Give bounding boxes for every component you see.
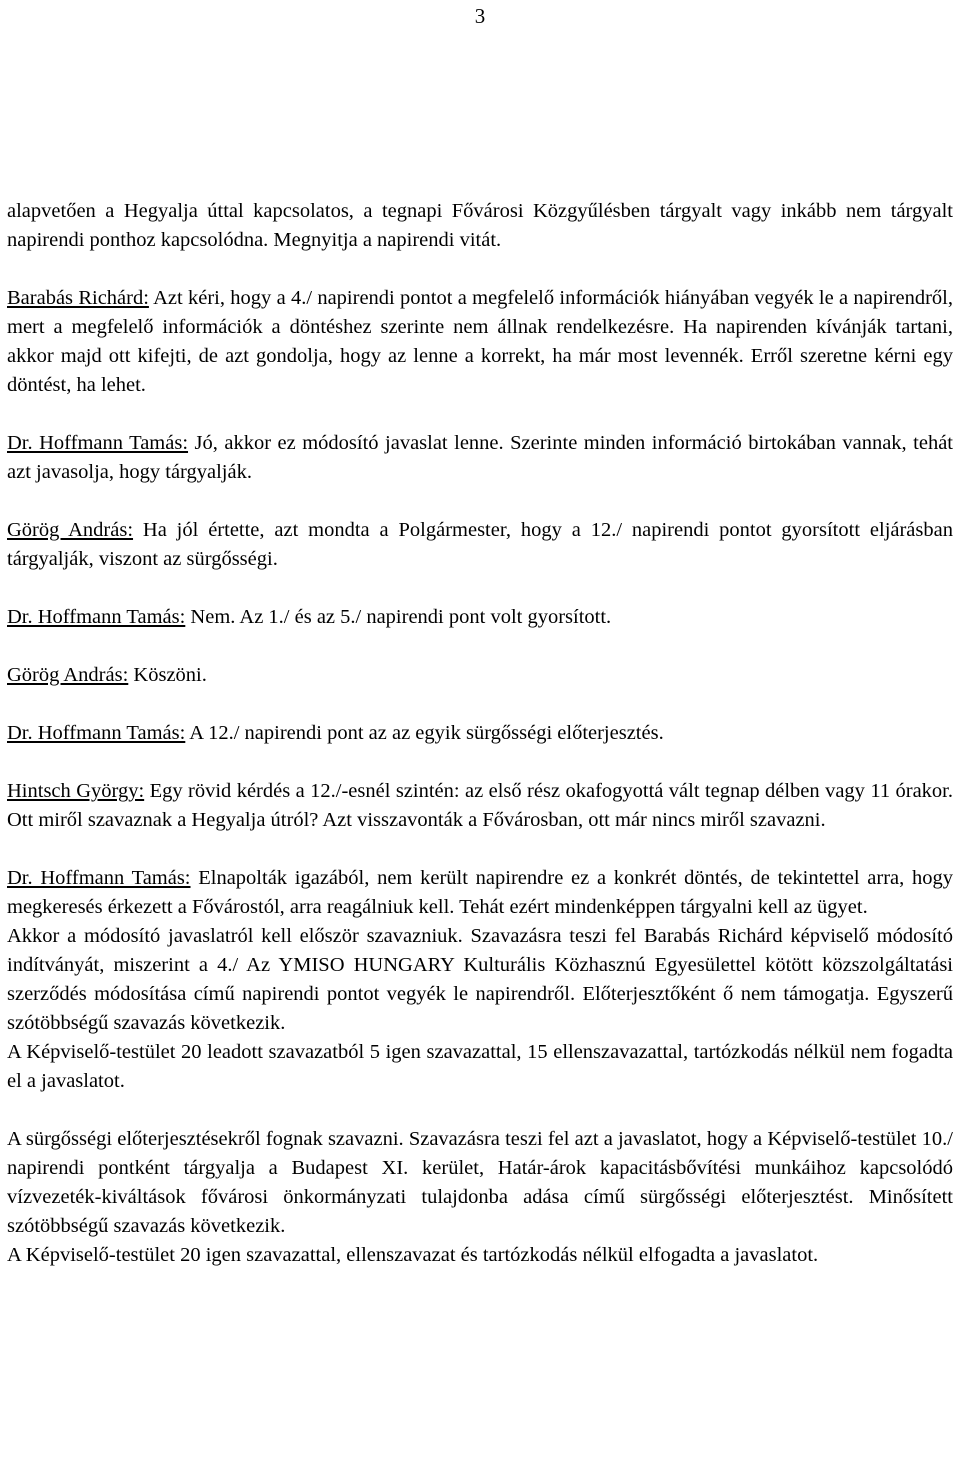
paragraph-hoffmann-2: [7, 603, 953, 632]
paragraph-hoffmann-1: [7, 429, 953, 487]
paragraph-text: A 12./ napirendi pont az az egyik sürgősségi előterjesztés.: [185, 722, 664, 744]
paragraph-hoffmann-4: [7, 864, 953, 922]
paragraph-hintsch: [7, 777, 953, 835]
paragraph-text: Elnapolták igazából, nem került napirendre ez a konkrét döntés, de tekintettel arra, hogy megkeresés érkezett a Fővárostól, arra reagálniuk kell. Tehát ezért mindenképpen tárgyalni kell az ügyet.: [7, 867, 953, 918]
paragraph-intro: [7, 197, 953, 255]
speaker-name: Dr. Hoffmann Tamás:: [7, 432, 189, 454]
speaker-name: Dr. Hoffmann Tamás:: [7, 867, 191, 889]
paragraph-text: Azt kéri, hogy a 4./ napirendi pontot a megfelelő információk hiányában vegyék le a napirendről, mert a megfelelő információk a döntéshez szerinte nem állnak rendelkezésre. Ha napirenden kívánják tartani, akkor majd ott kifejti, de azt gondolja, hogy az lenne a korrekt, ha már most levennék. Erről szeretne kérni egy döntést, ha lehet.: [7, 287, 953, 396]
page-number: 3: [474, 4, 486, 28]
paragraph-vote-result-1: [7, 1038, 953, 1096]
paragraph-text: A sürgősségi előterjesztésekről fognak szavazni. Szavazásra teszi fel azt a javaslatot, hogy a Képviselő-testület 10./ napirendi pontként tárgyalja a Budapest XI. kerület, Határ-árok kapacitásbővítési munkáihoz kapcsolódó vízvezeték-kiváltások fővárosi önkormányzati tulajdonba adása című sürgősségi előterjesztést. Minősített szótöbbségű szavazás következik.: [7, 1128, 953, 1237]
paragraph-text: Egy rövid kérdés a 12./-esnél szintén: az első rész okafogyottá vált tegnap délben vagy 11 órakor. Ott miről szavaznak a Hegyalja útról? Azt visszavonták a Fővárosban, ott már nincs miről szavazni.: [7, 780, 953, 831]
paragraph-urgent-vote: [7, 1125, 953, 1241]
paragraph-text: Ha jól értette, azt mondta a Polgármester, hogy a 12./ napirendi pontot gyorsított eljárásban tárgyalják, viszont az sürgősségi.: [7, 519, 953, 570]
paragraph-text: Köszöni.: [128, 664, 207, 686]
speaker-name: Dr. Hoffmann Tamás:: [7, 722, 186, 744]
paragraph-text: Nem. Az 1./ és az 5./ napirendi pont volt gyorsított.: [185, 606, 612, 628]
paragraph-text: alapvetően a Hegyalja úttal kapcsolatos, a tegnapi Fővárosi Közgyűlésben tárgyalt vagy inkább nem tárgyalt napirendi ponthoz kapcsolódna. Megnyitja a napirendi vitát.: [7, 200, 953, 251]
speaker-name: Görög András:: [7, 519, 134, 541]
paragraph-hoffmann-3: [7, 719, 953, 748]
paragraph-text: Akkor a módosító javaslatról kell először szavazniuk. Szavazásra teszi fel Barabás Richárd képviselő módosító indítványát, miszerint a 4./ Az YMISO HUNGARY Kulturális Közhasznú Egyesülettel kötött közszolgáltatási szerződés módosítása című napirendi pontot vegyék le napirendről. Előterjesztőként ő nem támogatja. Egyszerű szótöbbségű szavazás következik.: [7, 925, 953, 1034]
speaker-name: Dr. Hoffmann Tamás:: [7, 606, 186, 628]
paragraph-text: A Képviselő-testület 20 igen szavazattal, ellenszavazat és tartózkodás nélkül elfogadta a javaslatot.: [7, 1244, 819, 1266]
paragraph-text: A Képviselő-testület 20 leadott szavazatból 5 igen szavazattal, 15 ellenszavazattal, tartózkodás nélkül nem fogadta el a javaslatot.: [7, 1041, 953, 1092]
document-body: [7, 197, 953, 1270]
paragraph-vote-motion: [7, 922, 953, 1038]
paragraph-barabas: [7, 284, 953, 400]
paragraph-gorog-1: [7, 516, 953, 574]
paragraph-gorog-2: [7, 661, 953, 690]
paragraph-text: Jó, akkor ez módosító javaslat lenne. Szerinte minden információ birtokában vannak, tehát azt javasolja, hogy tárgyalják.: [7, 432, 954, 483]
paragraph-vote-result-2: [7, 1241, 953, 1270]
speaker-name: Görög András:: [7, 664, 129, 686]
speaker-name: Hintsch György:: [7, 780, 145, 802]
speaker-name: Barabás Richárd:: [7, 287, 149, 309]
